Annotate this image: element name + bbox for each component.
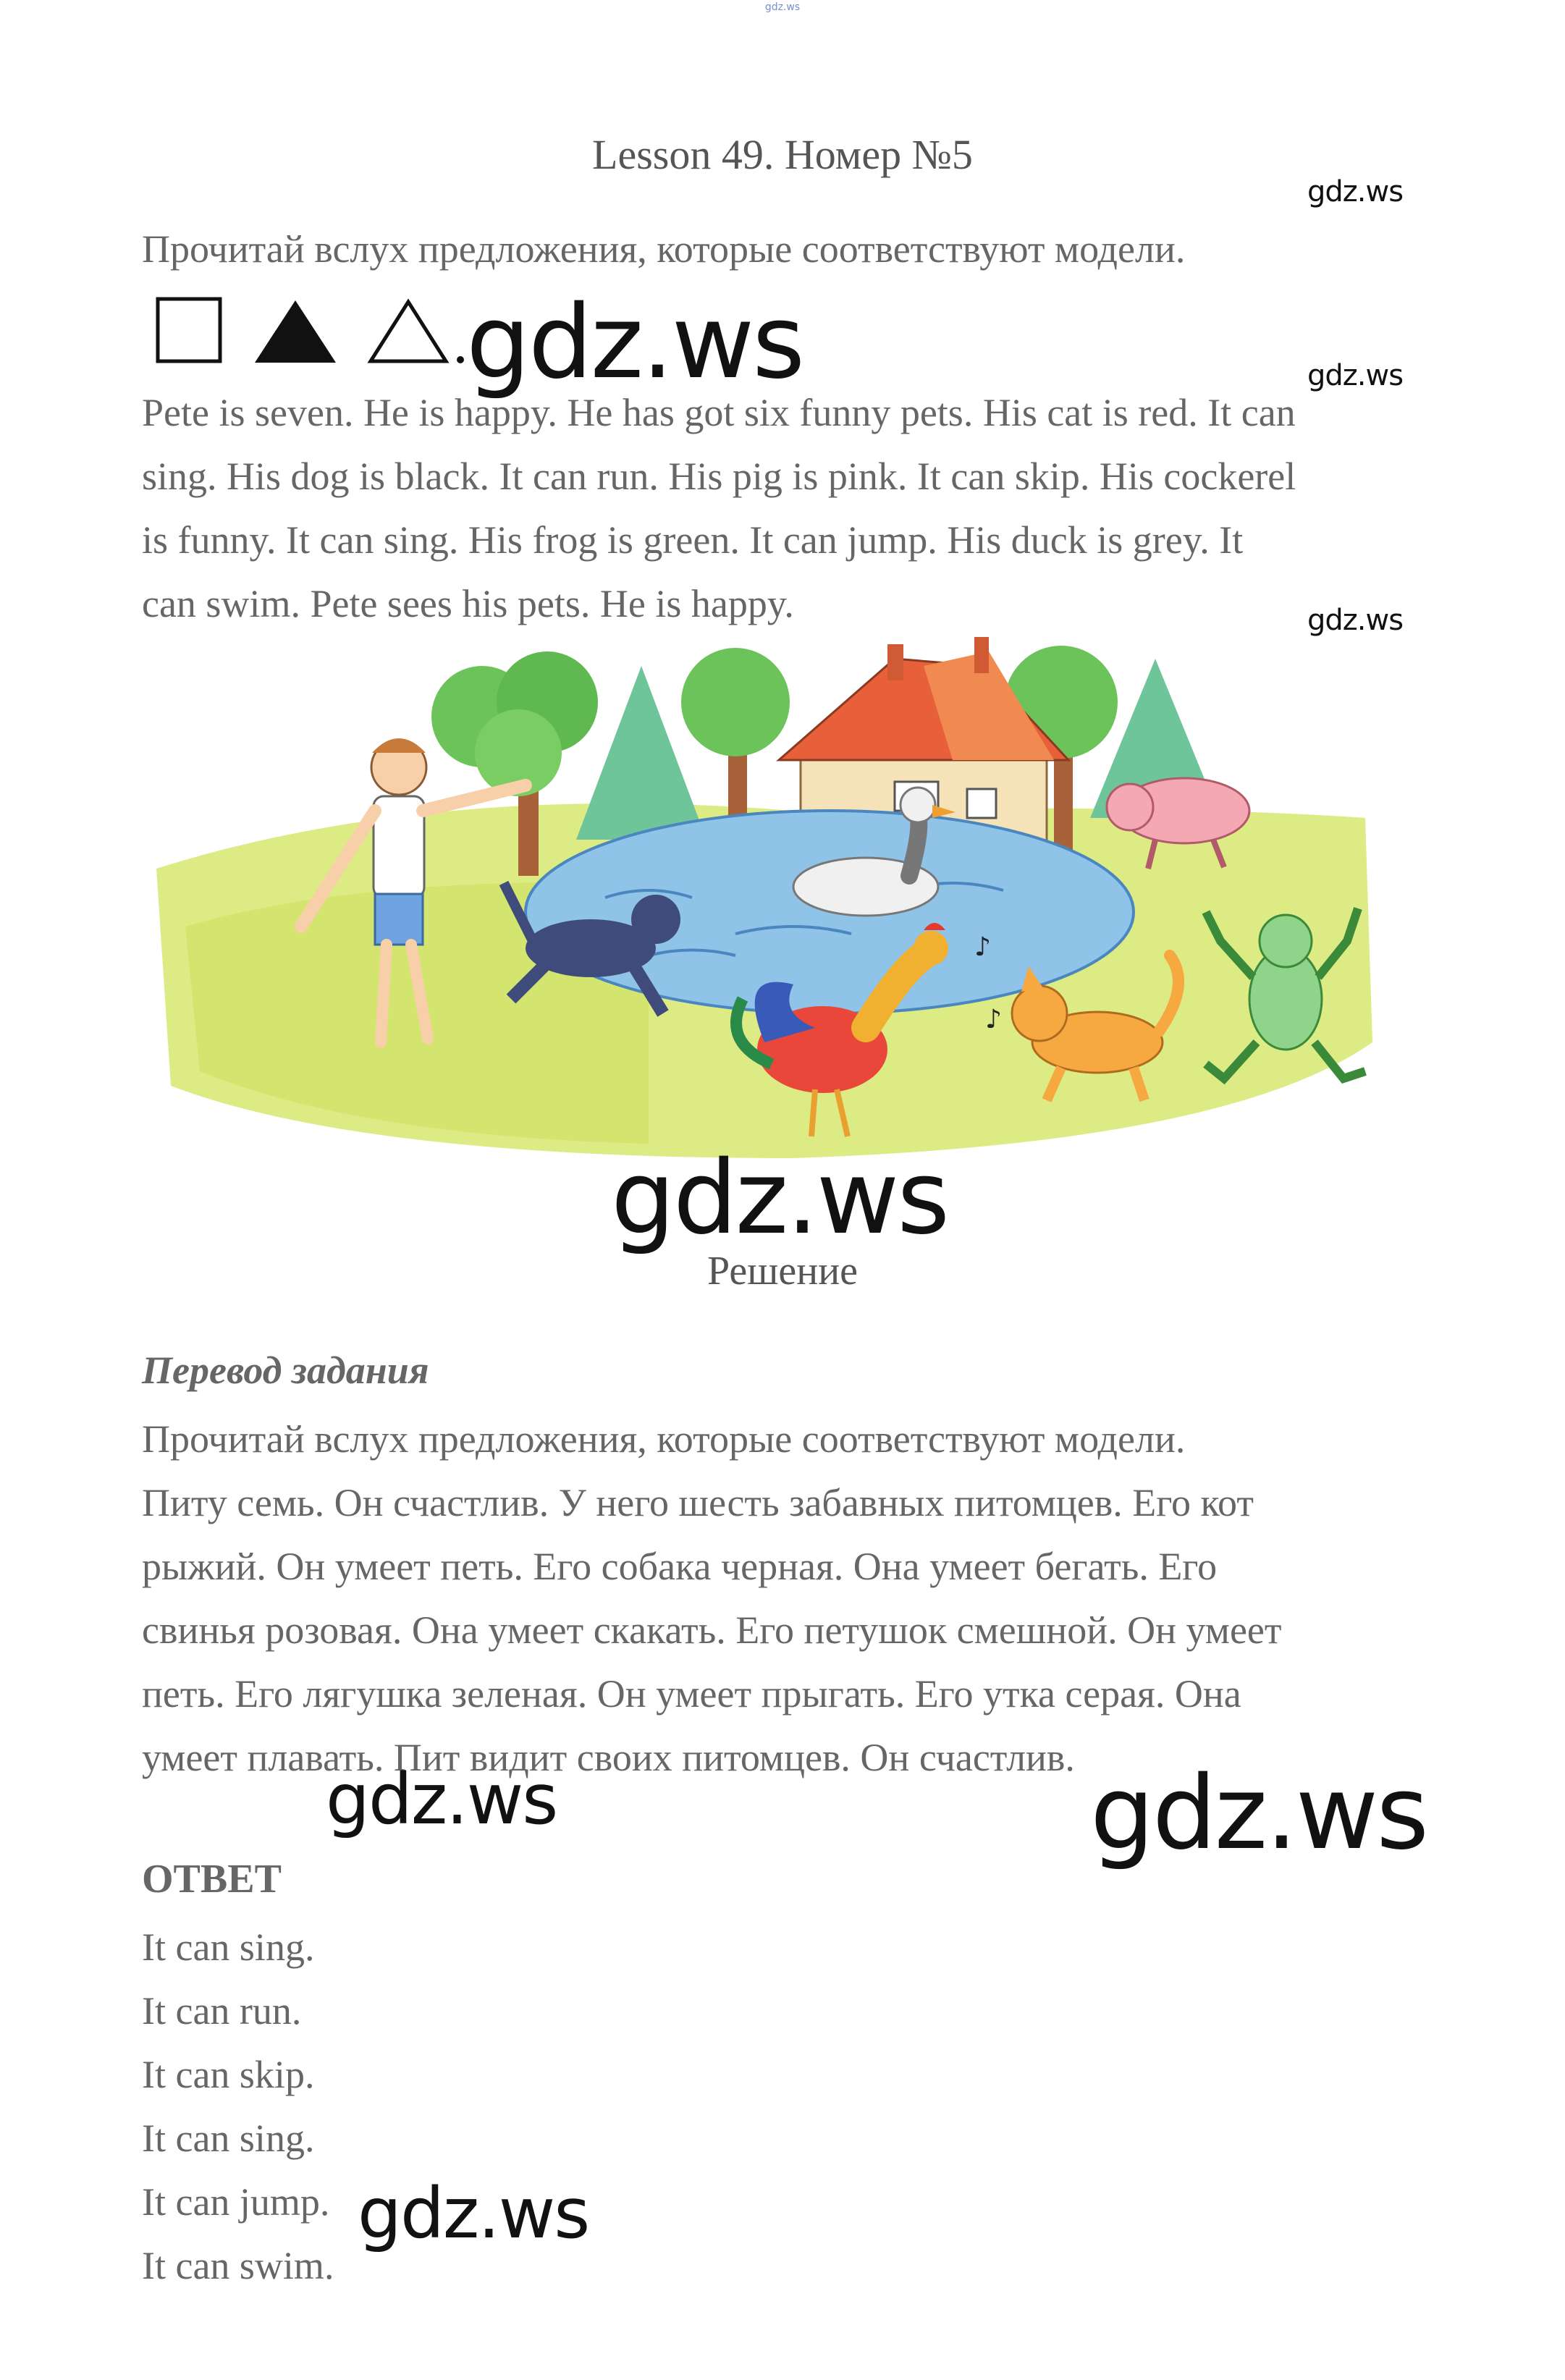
translation-line-6: умеет плавать. Пит видит своих питомцев. Он счастлив. xyxy=(142,1736,1075,1779)
story-line-3: is funny. It can sing. His frog is green. It can jump. His duck is grey. It xyxy=(142,518,1244,562)
watermark: gdz.ws xyxy=(466,284,803,402)
model-shapes xyxy=(153,293,472,373)
triangle-filled-icon xyxy=(255,300,336,363)
translation-line-2: Питу семь. Он счастлив. У него шесть забавных питомцев. Его кот xyxy=(142,1481,1254,1524)
svg-text:♪: ♪ xyxy=(974,932,991,962)
svg-text:♪: ♪ xyxy=(985,1005,1002,1034)
answer-item: It can sing. xyxy=(142,2117,315,2160)
translation-line-5: петь. Его лягушка зеленая. Он умеет прыгать. Его утка серая. Она xyxy=(142,1672,1241,1716)
square-outline-icon xyxy=(158,299,220,361)
watermark: gdz.ws xyxy=(1307,359,1404,392)
instruction-text: Прочитай вслух предложения, которые соответствуют модели. xyxy=(142,227,1186,271)
watermark: gdz.ws xyxy=(1307,604,1404,637)
lesson-title: Lesson 49. Номер №5 xyxy=(592,131,973,178)
answer-item: It can jump. xyxy=(142,2180,330,2224)
answer-item: It can swim. xyxy=(142,2244,334,2287)
top-watermark: gdz.ws xyxy=(764,1,801,13)
watermark: gdz.ws xyxy=(358,2173,589,2254)
story-line-4: can swim. Pete sees his pets. He is happy. xyxy=(142,582,794,625)
translation-line-3: рыжий. Он умеет петь. Его собака черная. Она умеет бегать. Его xyxy=(142,1545,1218,1588)
solution-label: Решение xyxy=(706,1249,859,1294)
answer-item: It can skip. xyxy=(142,2053,315,2096)
triangle-outline-icon xyxy=(371,302,446,361)
translation-heading: Перевод задания xyxy=(142,1349,429,1392)
watermark: gdz.ws xyxy=(611,1139,948,1257)
watermark: gdz.ws xyxy=(1307,175,1404,208)
answer-heading: ОТВЕТ xyxy=(142,1857,282,1902)
illustration-farm-scene xyxy=(142,637,1372,1173)
translation-line-4: свинья розовая. Она умеет скакать. Его петушок смешной. Он умеет xyxy=(142,1608,1282,1652)
story-line-2: sing. His dog is black. It can run. His pig is pink. It can skip. His cockerel xyxy=(142,455,1296,498)
answer-item: It can run. xyxy=(142,1989,302,2033)
translation-line-1: Прочитай вслух предложения, которые соответствуют модели. xyxy=(142,1417,1186,1461)
watermark: gdz.ws xyxy=(326,1759,557,1840)
watermark: gdz.ws xyxy=(1090,1755,1427,1873)
answer-item: It can sing. xyxy=(142,1925,315,1969)
story-line-1: Pete is seven. He is happy. He has got six funny pets. His cat is red. It can xyxy=(142,391,1296,434)
answer-list xyxy=(142,1915,334,2297)
